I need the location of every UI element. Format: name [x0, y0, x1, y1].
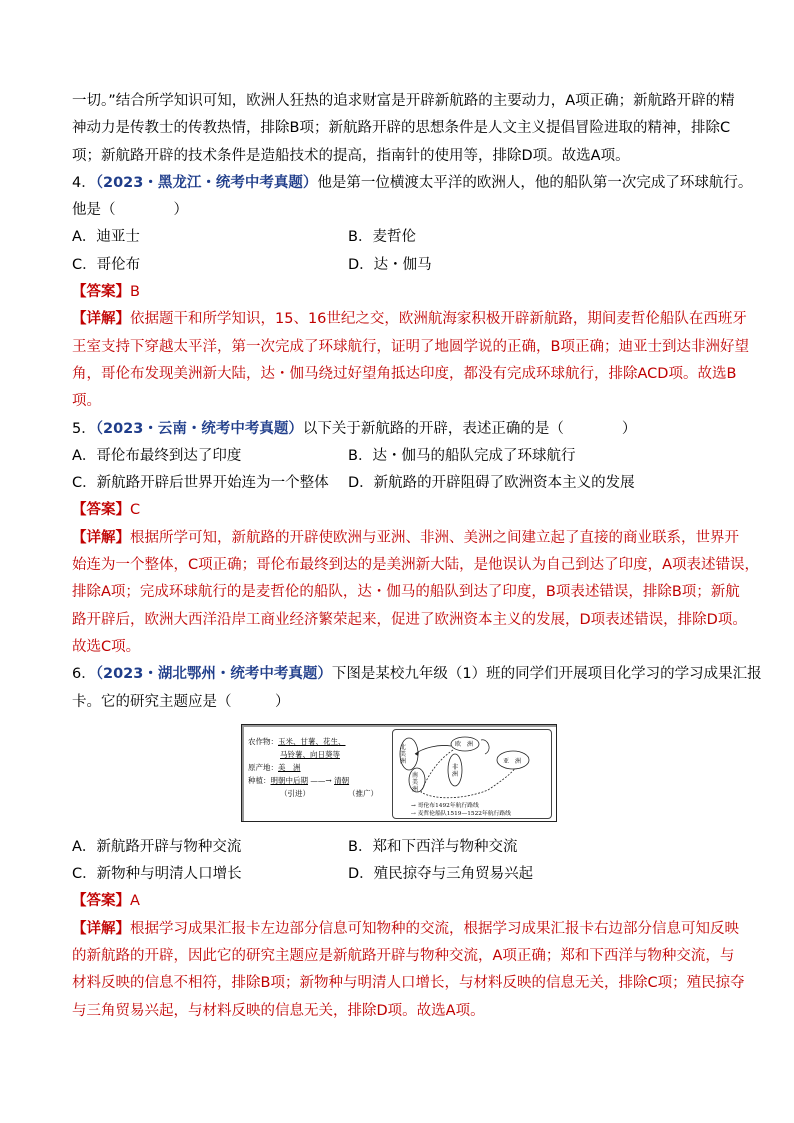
answer-value: C	[130, 502, 141, 519]
answer-line	[72, 497, 726, 524]
option-d: D．殖民掠夺与三角贸易兴起	[348, 866, 534, 883]
option-d: D．达・伽马	[348, 256, 432, 273]
explain-text: 路开辟后，欧洲大西洋沿岸工商业经济繁荣起来，促进了欧洲资本主义的发展，D项表述错误，排除D项。	[72, 611, 747, 628]
explain-text: 王室支持下穿越太平洋，第一次完成了环球航行，证明了地圆学说的正确，B项正确；迪亚士到达非洲好望	[72, 338, 749, 355]
explain-line	[72, 306, 747, 333]
explain-text: 根据所学可知，新航路的开辟使欧洲与亚洲、非洲、美洲之间建立起了直接的商业联系，世界开	[130, 529, 739, 546]
map-label-africa: 非洲	[452, 763, 459, 778]
card-label: 农作物：	[248, 736, 278, 746]
options-row	[72, 252, 726, 279]
question-source: （2023・云南・统考中考真题）	[95, 420, 303, 437]
options-row	[72, 443, 726, 470]
text-line: 神动力是传教士的传教热情，排除B项；新航路开辟的思想条件是人文主义提倡冒险进取的精神，排除C	[72, 120, 731, 137]
question-text: 卡。它的研究主题应是（ ）	[72, 693, 290, 710]
option-b: B．达・伽马的船队完成了环球航行	[348, 447, 576, 464]
option-a: A．迪亚士	[72, 229, 140, 246]
card-text: 玉米、甘薯、花生、	[278, 736, 346, 746]
explain-text: 材料反映的信息不相符，排除B项；新物种与明清人口增长，与材料反映的信息无关，排除C项；殖民掠夺	[72, 975, 745, 992]
map-legend-1: → 哥伦布1492年航行路线	[411, 802, 479, 809]
option-c: C．新航路开辟后世界开始连为一个整体	[72, 475, 329, 492]
legend-text: 哥伦布1492年航行路线	[417, 802, 479, 809]
question-text: 以下关于新航路的开辟，表述正确的是（ ）	[302, 420, 637, 437]
figure	[72, 716, 726, 834]
explain-label: 【详解】	[72, 311, 130, 328]
question-text: 他是（ ）	[72, 202, 188, 219]
magellan-route	[421, 750, 515, 798]
option-b: B．麦哲伦	[348, 229, 416, 246]
explain-line	[72, 525, 739, 552]
explain-text: 根据学习成果汇报卡左边部分信息可知物种的交流，根据学习成果汇报卡右边部分信息可知反映	[130, 920, 739, 937]
answer-label: 【答案】	[72, 893, 130, 910]
explain-text: 故选C项。	[72, 638, 141, 655]
option-b: B．郑和下西洋与物种交流	[348, 838, 518, 855]
explain-text: 项。	[72, 393, 101, 410]
question-number: 6．	[72, 666, 96, 683]
text-line: 项；新航路开辟的技术条件是造船技术的提高，指南针的使用等，排除D项。故选A项。	[72, 147, 630, 164]
answer-value: A	[130, 893, 140, 910]
explain-text: 始连为一个整体，C项正确；哥伦布最终到达的是美洲新大陆，是他误认为自己到达了印度，A项表述错误，	[72, 557, 760, 574]
card-text: （引进）	[280, 788, 310, 798]
explain-label: 【详解】	[72, 920, 130, 937]
map-label-north-america: 北美洲	[400, 743, 407, 765]
explain-text: 与三角贸易兴起，与材料反映的信息无关，排除D项。故选A项。	[72, 1002, 485, 1019]
question-source: （2023・湖北鄂州・统考中考真题）	[95, 666, 332, 683]
answer-value: B	[130, 284, 140, 301]
card-text: 马铃薯、向日葵等	[280, 749, 340, 759]
option-c: C．新物种与明清人口增长	[72, 866, 242, 883]
map-label-asia: 亚 洲	[503, 757, 522, 765]
text-line: 一切。”结合所学知识可知，欧洲人狂热的追求财富是开辟新航路的主要动力，A项正确；新航路开辟的精	[72, 93, 735, 109]
question-4-stem	[72, 170, 753, 197]
question-5-stem	[72, 416, 726, 443]
option-a: A．哥伦布最终到达了印度	[72, 447, 242, 464]
report-card-image	[241, 724, 557, 822]
card-text: （推广）	[348, 788, 378, 798]
option-a: A．新航路开辟与物种交流	[72, 838, 242, 855]
card-left-panel: 农作物：玉米、甘薯、花生、 马铃薯、向日葵等 原产地：美 洲 种植：明朝中后期 ——→ 清朝 （引进） （推广）	[248, 736, 378, 798]
columbus-route	[415, 745, 451, 754]
card-label: 种植：	[248, 775, 271, 785]
map-label-europe: 欧 洲	[455, 740, 474, 748]
answer-label: 【答案】	[72, 284, 130, 301]
option-c: C．哥伦布	[72, 256, 141, 273]
document-page	[72, 88, 762, 1025]
route-loop	[481, 740, 489, 754]
answer-line	[72, 279, 726, 306]
explain-label: 【详解】	[72, 529, 130, 546]
question-number: 5．	[72, 420, 96, 437]
card-text: 美 洲	[278, 762, 301, 772]
explain-line	[72, 916, 739, 943]
options-row	[72, 861, 726, 888]
option-d: D．新航路的开辟阻碍了欧洲资本主义的发展	[348, 475, 635, 492]
map-label-south-america: 南美洲	[412, 771, 419, 793]
legend-text: 麦哲伦船队1519—1522年航行路线	[417, 810, 511, 817]
card-text: 明朝中后期	[270, 775, 308, 785]
card-label: 原产地：	[248, 762, 278, 772]
card-text: 清朝	[334, 775, 350, 785]
options-row	[72, 224, 726, 251]
explain-text: 角，哥伦布发现美洲新大陆，达・伽马绕过好望角抵达印度，都没有完成环球航行，排除ACD项。故选B	[72, 365, 737, 382]
options-row	[72, 470, 726, 497]
card-map-panel	[392, 729, 552, 819]
question-text: 他是第一位横渡太平洋的欧洲人，他的船队第一次完成了环球航行。	[317, 174, 753, 191]
answer-label: 【答案】	[72, 502, 130, 519]
answer-line	[72, 888, 726, 915]
map-legend-2: ⇢ 麦哲伦船队1519—1522年航行路线	[411, 810, 511, 817]
explain-text: 依据题干和所学知识，15、16世纪之交，欧洲航海家积极开辟新航路，期间麦哲伦船队在西班牙	[130, 311, 747, 328]
question-source: （2023・黑龙江・统考中考真题）	[95, 174, 318, 191]
options-row	[72, 834, 726, 861]
explain-text: 的新航路的开辟，因此它的研究主题应是新航路开辟与物种交流，A项正确；郑和下西洋与物种交流，与	[72, 948, 735, 965]
question-number: 4．	[72, 174, 96, 191]
question-text: 下图是某校九年级（1）班的同学们开展项目化学习的学习成果汇报	[331, 666, 762, 683]
question-6-stem	[72, 661, 762, 688]
explain-text: 排除A项；完成环球航行的是麦哲伦的船队，达・伽马的船队到达了印度，B项表述错误，排除B项；新航	[72, 584, 740, 601]
